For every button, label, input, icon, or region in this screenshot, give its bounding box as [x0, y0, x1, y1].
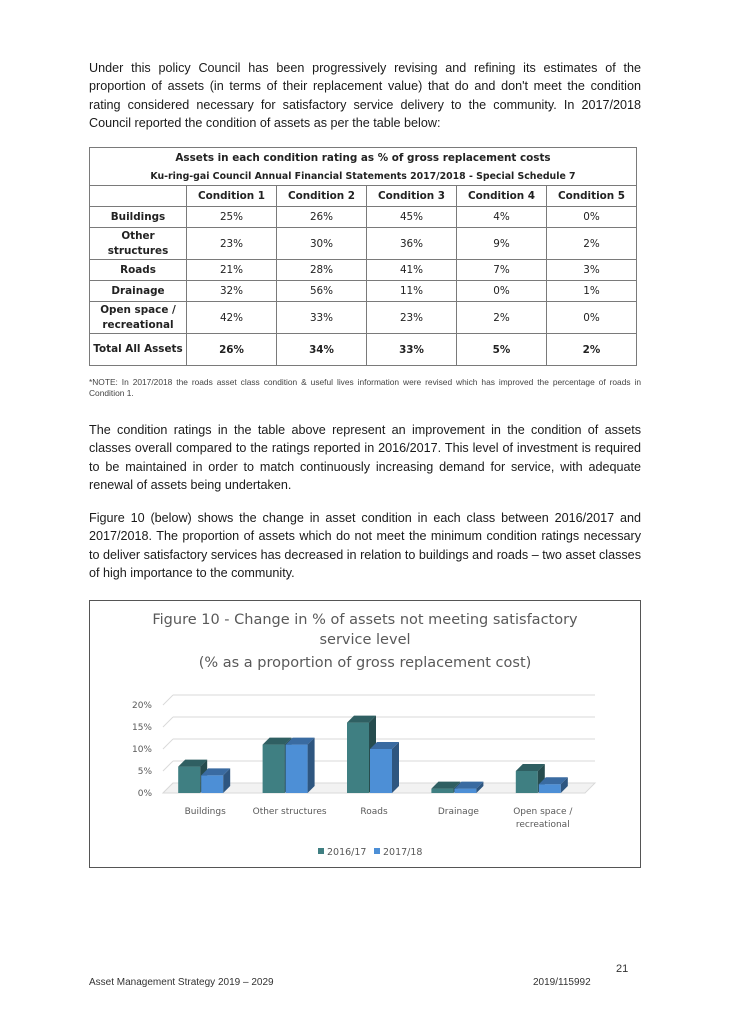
- x-category-label: Open space /: [513, 807, 573, 817]
- bar: [263, 745, 285, 793]
- table-cell: 2%: [547, 228, 637, 260]
- chart-title-line: service level: [319, 632, 411, 648]
- paragraph-figure-intro: Figure 10 (below) shows the change in asset condition in each class between 2016/2017 and 2017/2018. The proportion of assets which do not meet the minimum condition ratings necessary to deliver satisfactory services has decreased in relation to buildings and roads – two asset classes of high importance to the community.: [89, 511, 641, 580]
- bar: [178, 767, 200, 793]
- column-header: Condition 5: [547, 186, 637, 207]
- table-cell: 41%: [367, 260, 457, 281]
- page-number: 21: [616, 963, 629, 975]
- table-cell: 0%: [547, 302, 637, 334]
- column-header: Condition 4: [457, 186, 547, 207]
- table-row: [90, 228, 637, 260]
- table-cell: 4%: [457, 207, 547, 228]
- table-row-total: [90, 334, 637, 366]
- x-category-label: Other structures: [252, 807, 327, 817]
- table-note: *NOTE: In 2017/2018 the roads asset class condition & useful lives information were revised which has improved the percentage of roads in Condition 1.: [89, 377, 641, 398]
- table-cell: 2%: [547, 334, 637, 366]
- gridline-side: [163, 761, 173, 771]
- column-header: Condition 3: [367, 186, 457, 207]
- table-cell: 32%: [187, 281, 277, 302]
- table-cell: 9%: [457, 228, 547, 260]
- x-category-label: Roads: [360, 807, 388, 817]
- table-cell: 26%: [277, 207, 367, 228]
- table-cell: 0%: [457, 281, 547, 302]
- bar-side: [392, 742, 399, 793]
- table-title: Assets in each condition rating as % of gross replacement costs: [90, 148, 637, 169]
- bar: [347, 723, 369, 793]
- figure-10-chart: [89, 600, 641, 868]
- gridline-side: [163, 739, 173, 749]
- footer-right: 2019/115992: [533, 977, 591, 988]
- gridline-side: [163, 695, 173, 705]
- x-category-label: Drainage: [437, 807, 479, 817]
- bar: [286, 745, 308, 793]
- intro-paragraph: Under this policy Council has been progressively revising and refining its estimates of the proportion of assets (in terms of their replacement value) that do and don't meet the condition rating considered necessary for satisfactory service delivery to the community. In 2017/2018 Council reported the condition of assets as per the table below:: [89, 61, 641, 130]
- bar: [454, 789, 476, 793]
- table-cell: 45%: [367, 207, 457, 228]
- row-label: Other structures: [90, 228, 187, 260]
- table-row: [90, 281, 637, 302]
- chart-title-line: Figure 10 - Change in % of assets not meeting satisfactory: [152, 612, 578, 628]
- table-cell: 25%: [187, 207, 277, 228]
- table-cell: 28%: [277, 260, 367, 281]
- row-label: Total All Assets: [90, 334, 187, 366]
- table-cell: 7%: [457, 260, 547, 281]
- footer-left: Asset Management Strategy 2019 – 2029: [89, 977, 274, 988]
- bar: [539, 784, 561, 793]
- table-cell: 11%: [367, 281, 457, 302]
- bar: [370, 749, 392, 793]
- legend-label: 2016/17: [327, 847, 367, 858]
- table-cell: 42%: [187, 302, 277, 334]
- row-label: Drainage: [90, 281, 187, 302]
- y-tick-label: 0%: [137, 789, 152, 799]
- bar: [516, 771, 538, 793]
- chart-title-line: (% as a proportion of gross replacement cost): [198, 655, 532, 671]
- table-cell: 1%: [547, 281, 637, 302]
- table-cell: 21%: [187, 260, 277, 281]
- table-cell: 26%: [187, 334, 277, 366]
- legend-swatch: [318, 848, 324, 854]
- table-cell: 30%: [277, 228, 367, 260]
- y-tick-label: 20%: [131, 701, 152, 711]
- legend-label: 2017/18: [383, 847, 423, 858]
- bar-side: [308, 738, 315, 793]
- table-cell: 23%: [187, 228, 277, 260]
- row-label: Buildings: [90, 207, 187, 228]
- row-label: Roads: [90, 260, 187, 281]
- x-category-label: Buildings: [184, 807, 226, 817]
- corner-cell: [90, 186, 187, 207]
- legend-swatch: [374, 848, 380, 854]
- row-label: Open space / recreational: [90, 302, 187, 334]
- table-cell: 33%: [277, 302, 367, 334]
- column-header: Condition 1: [187, 186, 277, 207]
- column-header: Condition 2: [277, 186, 367, 207]
- table-row: [90, 260, 637, 281]
- table-cell: 2%: [457, 302, 547, 334]
- table-cell: 3%: [547, 260, 637, 281]
- bar: [201, 775, 223, 793]
- paragraph-condition-ratings: The condition ratings in the table above represent an improvement in the condition of assets classes overall compared to the ratings reported in 2016/2017. This level of investment is required to be maintained in order to match continuously increasing demand for service, with adequate renewal of assets being undertaken.: [89, 423, 641, 492]
- table-row: [90, 302, 637, 334]
- y-tick-label: 15%: [131, 723, 152, 733]
- y-tick-label: 10%: [131, 745, 152, 755]
- table-cell: 5%: [457, 334, 547, 366]
- table-cell: 36%: [367, 228, 457, 260]
- asset-condition-table: [89, 147, 637, 366]
- x-category-label: recreational: [515, 820, 570, 830]
- table-cell: 23%: [367, 302, 457, 334]
- table-cell: 33%: [367, 334, 457, 366]
- gridline-side: [163, 717, 173, 727]
- bar: [431, 789, 453, 793]
- y-tick-label: 5%: [137, 767, 152, 777]
- table-cell: 34%: [277, 334, 367, 366]
- chart-svg: [90, 601, 640, 867]
- table-row: [90, 207, 637, 228]
- table-cell: 0%: [547, 207, 637, 228]
- table-cell: 56%: [277, 281, 367, 302]
- table-subtitle: Ku-ring-gai Council Annual Financial Statements 2017/2018 - Special Schedule 7: [90, 168, 637, 186]
